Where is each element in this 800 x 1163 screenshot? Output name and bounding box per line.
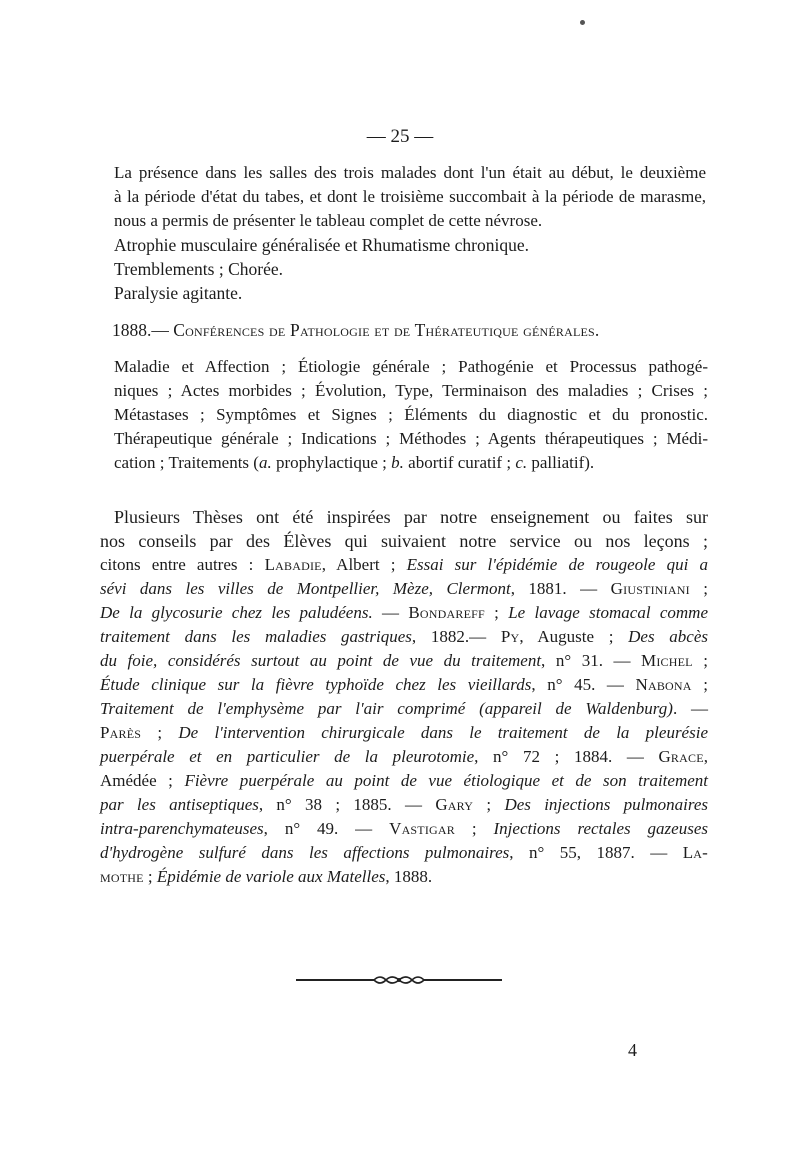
- author-name: Py: [500, 627, 520, 646]
- author-name: Gary: [435, 795, 474, 814]
- theses-line-10: [100, 722, 708, 744]
- theses-line-9: [100, 698, 708, 720]
- theses-line-12: [100, 770, 708, 792]
- theses-line-16: [100, 866, 432, 888]
- text-run: , n° 55, 1887. —: [509, 843, 683, 862]
- theses-line-7: [100, 650, 708, 672]
- theses-line-14: [100, 818, 708, 840]
- author-name: Nabona: [635, 675, 692, 694]
- topics-line-2: niques ; Actes morbides ; Évolution, Type, Terminaison des maladies ; Crises ;: [114, 381, 708, 400]
- thesis-title: du foie, considérés surtout au point de vue du traitement: [100, 651, 542, 670]
- page-number-header: — 25 —: [366, 126, 434, 147]
- theses-line-15: [100, 842, 708, 864]
- author-name: mothe: [100, 867, 144, 886]
- intro-item-3: Paralysie agitante.: [114, 283, 243, 303]
- thesis-title: Injections rectales gazeuses: [493, 819, 708, 838]
- theses-line-8: [100, 674, 708, 696]
- heading-title: Conférences de Pathologie et de Thérateutique générales.: [173, 320, 600, 340]
- text-run: . —: [672, 699, 709, 718]
- text-run: , n° 31. —: [541, 651, 642, 670]
- thesis-title: Fièvre puerpérale au point de vue étiologique et de son traitement: [184, 771, 708, 790]
- thesis-title: De la glycosurie chez les paludéens.: [100, 603, 373, 622]
- topics-line-1: Maladie et Affection ; Étiologie générale ; Pathogénie et Processus pathogé-: [114, 357, 708, 376]
- text-run: ;: [454, 819, 494, 838]
- heading-year: 1888.—: [112, 320, 169, 340]
- text-run: , 1881. —: [510, 579, 611, 598]
- theses-line-5: [100, 602, 708, 624]
- thesis-title: Essai sur l'épidémie de rougeole qui a: [406, 555, 709, 574]
- text-run: citons entre autres :: [100, 555, 265, 574]
- section-heading-1888: [112, 320, 712, 341]
- text-run: , n° 45. —: [531, 675, 636, 694]
- thesis-title: puerpérale et en particulier de la pleurotomie: [100, 747, 475, 766]
- text-run: ,: [703, 747, 708, 766]
- intro-line-2: à la période d'état du tabes, et dont le troisième succombait à la période de marasme,: [114, 187, 706, 206]
- text-run: , n° 72 ; 1884. —: [474, 747, 659, 766]
- topics-line-4: Thérapeutique générale ; Indications ; Méthodes ; Agents thérapeutiques ; Médi-: [114, 429, 708, 448]
- text-run-italic: a.: [258, 453, 272, 472]
- theses-line-6: [100, 626, 708, 648]
- thesis-title: De l'intervention chirurgicale dans le traitement de la pleurésie: [178, 723, 708, 742]
- intro-line-3: nous a permis de présenter le tableau complet de cette névrose.: [114, 211, 543, 230]
- text-run: , Albert ;: [321, 555, 407, 574]
- intro-line-1: La présence dans les salles des trois malades dont l'un était au début, le deuxième: [114, 163, 706, 182]
- text-run: , 1882.—: [411, 627, 501, 646]
- text-run: Amédée ;: [100, 771, 185, 790]
- thesis-title: d'hydrogène sulfuré dans les affections pulmonaires: [100, 843, 510, 862]
- text-run: , 1888.: [385, 867, 433, 886]
- theses-line-2: nos conseils par des Élèves qui suivaient notre service ou nos leçons ;: [100, 531, 708, 551]
- text-run: ;: [143, 867, 157, 886]
- author-name: Michel: [641, 651, 693, 670]
- text-run: abortif curatif ;: [403, 453, 516, 472]
- theses-line-13: [100, 794, 708, 816]
- theses-line-1: Plusieurs Thèses ont été inspirées par notre enseignement ou faites sur: [114, 507, 708, 527]
- thesis-title: Traitement de l'emphysème par l'air comprimé (appareil de Waldenburg): [100, 699, 673, 718]
- ornament-divider: [296, 970, 502, 990]
- theses-line-3: [100, 554, 708, 576]
- author-name: Giustiniani: [610, 579, 690, 598]
- text-run: —: [372, 603, 409, 622]
- text-run-italic: c.: [515, 453, 528, 472]
- topics-line-3: Métastases ; Symptômes et Signes ; Éléments du diagnostic et du pronostic.: [114, 405, 708, 424]
- author-name: Grace: [658, 747, 704, 766]
- text-run: ;: [473, 795, 505, 814]
- text-run: prophylactique ;: [271, 453, 392, 472]
- text-run: ;: [692, 651, 708, 670]
- theses-line-11: [100, 746, 708, 768]
- text-run-italic: b.: [391, 453, 404, 472]
- text-run: cation ; Traitements (: [114, 453, 259, 472]
- thesis-title: Épidémie de variole aux Matelles: [156, 867, 386, 886]
- text-run: palliatif).: [527, 453, 595, 472]
- author-name: Parès: [100, 723, 142, 742]
- thesis-title: Étude clinique sur la fièvre typhoïde chez les vieillards: [100, 675, 532, 694]
- author-name: Labadie: [264, 555, 322, 574]
- thesis-title: traitement dans les maladies gastriques: [100, 627, 412, 646]
- page-number-footer: 4: [628, 1040, 637, 1060]
- text-run: , n° 49. —: [263, 819, 390, 838]
- text-run: ;: [141, 723, 179, 742]
- text-run: ;: [689, 579, 709, 598]
- thesis-title: intra-parenchymateuses: [100, 819, 264, 838]
- thesis-title: Des abcès: [628, 627, 708, 646]
- theses-line-4: [100, 578, 708, 600]
- author-name: Vastigar: [389, 819, 455, 838]
- thesis-title: sévi dans les villes de Montpellier, Mèze, Clermont: [100, 579, 511, 598]
- thesis-title: Des injections pulmonaires: [504, 795, 708, 814]
- ink-speck: [580, 20, 585, 25]
- author-name: Bondareff: [408, 603, 485, 622]
- intro-item-1: Atrophie musculaire généralisée et Rhumatisme chronique.: [114, 235, 530, 255]
- text-run: , Auguste ;: [519, 627, 629, 646]
- author-name: La-: [682, 843, 708, 862]
- text-run: , n° 38 ; 1885. —: [258, 795, 436, 814]
- thesis-title: Le lavage stomacal comme: [508, 603, 709, 622]
- text-run: ;: [691, 675, 708, 694]
- text-run: ;: [484, 603, 509, 622]
- topics-line-5: [114, 452, 594, 474]
- thesis-title: par les antiseptiques: [100, 795, 259, 814]
- intro-item-2: Tremblements ; Chorée.: [114, 259, 283, 279]
- ornament-center-dot: [397, 978, 401, 982]
